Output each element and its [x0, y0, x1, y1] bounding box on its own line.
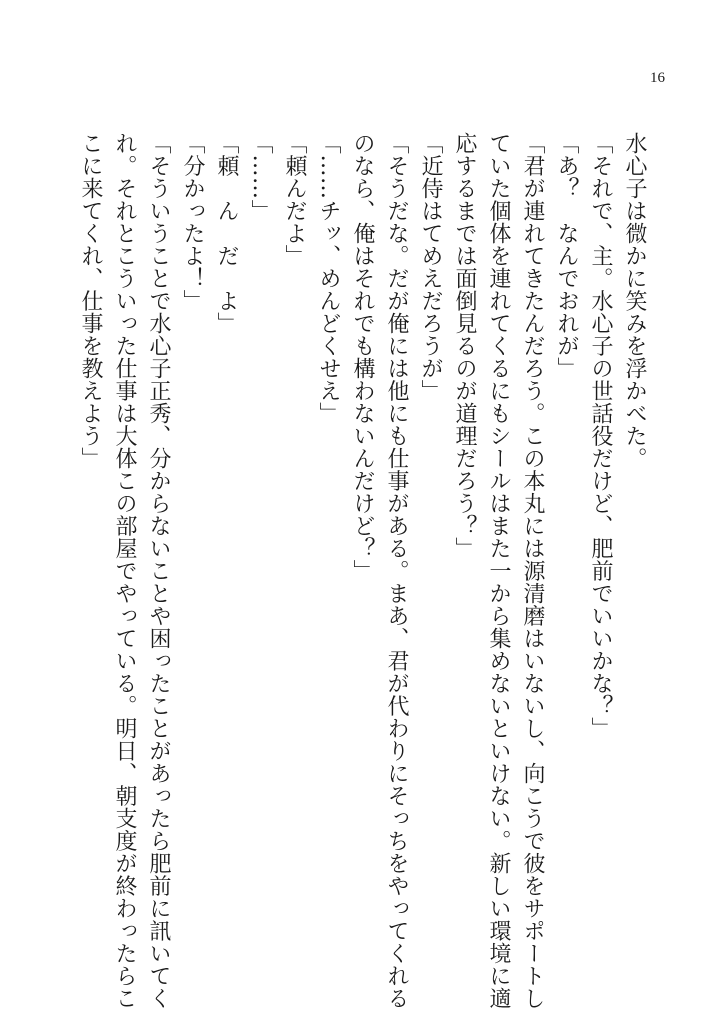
text-line: 「頼んだよ」: [282, 132, 307, 267]
text-line: 「それで、主。水心子の世話役だけど、肥前でいいかな？」: [588, 132, 613, 740]
text-line: 応するまでは面倒見るのが道理だろう？」: [452, 132, 477, 560]
text-line: 「あ？ なんでおれが」: [554, 132, 579, 380]
text-line: 「……」: [248, 132, 273, 222]
text-line: 「分かったよ！」: [180, 132, 205, 312]
text-line: 「……チッ、めんどくせえ」: [316, 132, 341, 425]
page-number: 16: [650, 70, 665, 86]
text-line: れ。それとこういった仕事は大体この部屋でやっている。明日、朝支度が終わったらこ: [112, 132, 137, 1010]
text-line: ていた個体を連れてくるにもシールはまた一から集めないといけない。新しい環境に適: [486, 132, 511, 1010]
text-line: のなら、俺はそれでも構わないんだけど？」: [350, 132, 375, 582]
text-line: 「君が連れてきたんだろう。この本丸には源清磨はいないし、向こうで彼をサポートし: [520, 132, 545, 1010]
text-line: 水心子は微かに笑みを浮かべた。: [622, 132, 647, 470]
text-line: 「頼 ん だ よ」: [214, 132, 239, 335]
body-text: [73, 132, 651, 1010]
text-line: こに来てくれ、仕事を教えよう」: [78, 132, 103, 470]
text-line: 「近侍はてめえだろうが」: [418, 132, 443, 402]
text-line: 「そうだな。だが俺には他にも仕事がある。まあ、君が代わりにそっちをやってくれる: [384, 132, 409, 1010]
text-line: 「そういうことで水心子正秀、分からないことや困ったことがあったら肥前に訊いてく: [146, 132, 171, 1010]
